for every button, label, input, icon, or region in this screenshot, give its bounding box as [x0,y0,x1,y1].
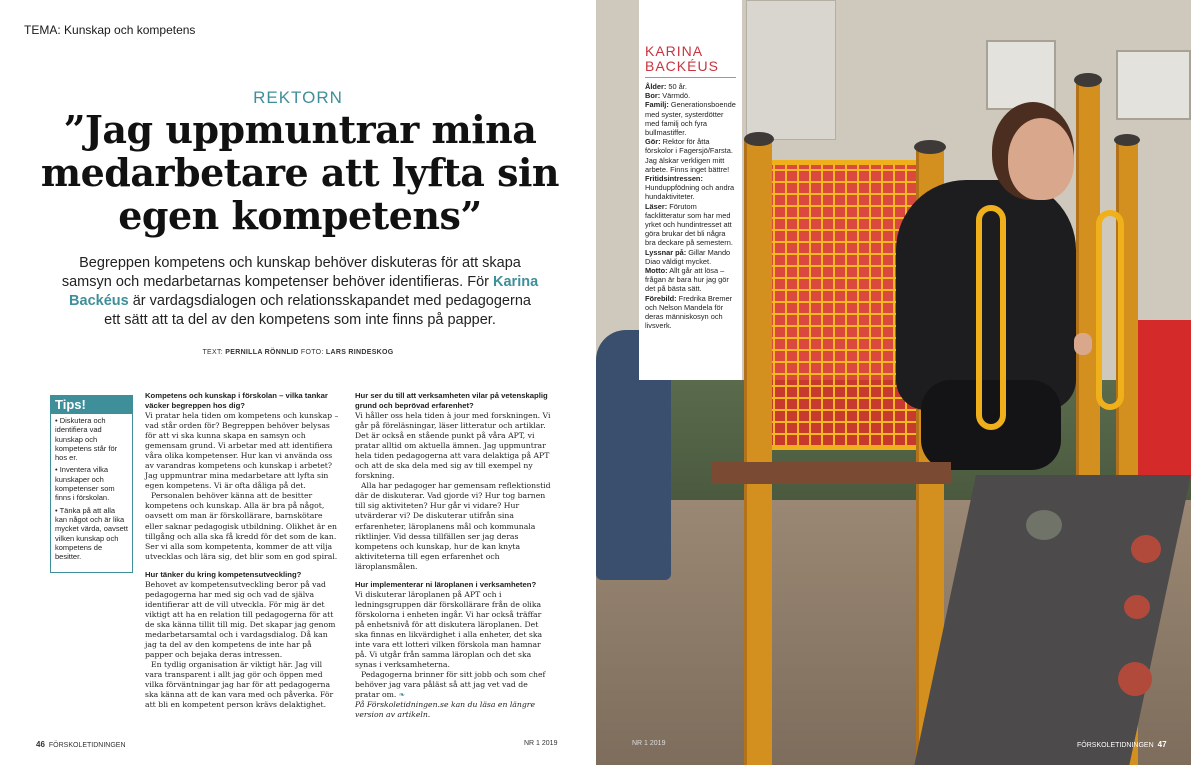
tips-list [51,414,132,566]
tips-title: Tips! [51,396,132,414]
paragraph-text: Pedagogerna brinner för sitt jobb och som chef behöver jag vara påläst så att jag vet vad de pratar om. [355,670,546,700]
article-column-1 [145,391,341,710]
fact-label: Lyssnar på: [645,247,687,257]
fact-label: Motto: [645,266,668,276]
fact-value: Hunduppfödning och andra hundaktiviteter. [645,183,735,202]
fact-entry [645,294,736,331]
ingress-text-1: Begreppen kompetens och kunskap behöver diskuteras för att skapa samsyn och medarbetarnas kompetenser behöver identifieras. För [61,255,521,290]
byline-photographer: LARS RINDESKOG [325,349,394,356]
paragraph: Vi diskuterar läroplanen på APT och i ledningsgruppen där förskollärare från de olika förskolorna i enheten ingår. Vi har också träffar på enhetsnivå för att diskutera läroplanen. Det ska finnas en likvärdighet i alla enheter, det ska inte vara ett lotteri vilken förskola man hamnar på. Vi utgår från samma läroplan och det ska synas i verksamheterna. [355,589,543,670]
photo-woman-hand [1074,333,1092,355]
folio-left [36,740,126,749]
fact-value: Gillar Mando Diao väldigt mycket. [645,247,731,266]
fact-label: Bor: [645,91,661,101]
end-mark-icon: ❧ [398,690,406,700]
fact-entry [645,137,736,174]
fact-entry [645,91,736,100]
page-number: 46 [36,740,45,749]
headline: ”Jag uppmuntrar mina medarbetare att lyfta sin egen kompetens” [40,107,560,238]
tips-box [50,395,133,573]
section-label [24,23,195,37]
tema-prefix: TEMA: [24,23,61,37]
fact-entry [645,174,736,202]
paragraph: En tydlig organisation är viktigt här. Jag vill vara transparent i allt jag gör och öppen med vilka förväntningar jag har för att pedagogerna ska känna att de kan vara med och påverka. För att bli en kompetent person krävs delaktighet. [145,660,334,710]
photo-climbing-hold [1124,595,1150,619]
photo-post [744,140,772,765]
article-column-2 [355,391,551,720]
photo-climbing-hold [1026,510,1062,540]
folio-issue: NR 1 2019 [524,740,558,747]
paragraph: Vi pratar hela tiden om kompetens och kunskap – vad står orden för? Begreppen behöver belysas för att vi ska kunna skapa en samsyn och gemensam grund. Vi arbetar med att identifiera våra olika kompetenser. Hur kan vi använda oss av varandras kompetens och kunskap i arbetet? Jag uppmuntrar mina medarbetare att lyfta sin egen kompetens. Vi är ofta dåliga på det. [145,411,339,491]
photo-post-cap [744,132,774,146]
name-line: BACKÉUS [645,58,719,74]
photo-post-cap [914,140,946,154]
ingress [60,254,540,330]
kicker: REKTORN [253,88,343,107]
photo-handle [976,205,1006,430]
fact-label: Gör: [645,137,661,147]
photo-post-cap [1114,134,1140,146]
photo-deck [711,462,951,484]
fact-value: 50 år. [666,82,687,91]
magazine-name: FÖRSKOLETIDNINGEN [1077,742,1154,749]
fact-label: Läser: [645,201,668,211]
question: Hur ser du till att verksamheten vilar på vetenskaplig grund och beprövad erfarenhet? [355,391,548,410]
photo-woman-head [1008,118,1074,200]
question: Kompetens och kunskap i förskolan – vilka tankar väcker begreppen hos dig? [145,391,328,410]
fact-entry [645,100,736,137]
magazine-name: FÖRSKOLETIDNINGEN [48,742,126,749]
fact-value: Fredrika Bremer och Nelson Mandela för deras människosyn och livsverk. [645,293,733,331]
name-line: KARINA [645,43,704,59]
photo-red-panel [1136,320,1191,480]
fact-value: Generationsboende med syster, systerdötter med familj och fyra bullmastiffer. [645,100,736,138]
byline [0,349,596,356]
fact-value: Förutom facklitteratur som har med yrket och hundintresset att göra brukar det bli några bra deckare på semestern. [645,201,733,248]
web-reference: På Förskoletidningen.se kan du läsa en längre version av artikeln. [355,700,535,720]
photo-window [1116,50,1191,120]
ingress-text-2: är vardagsdialogen och relationsskapandet med pedagogerna ett sätt att ta del av den kompetens som inte finns på papper. [104,293,531,328]
fact-box-name [645,44,736,78]
photo-climbing-hold [1118,662,1152,696]
paragraph: Vi håller oss hela tiden à jour med forskningen. Vi går på föreläsningar, läser litteratur och artiklar. Det är också en stående punkt på våra APT, vi pratar alltid om aktuella ämnen. Jag uppmuntrar hela tiden pedagogerna att vara delaktiga på APT och att de ska dela med sig av till exempel ny forskning. [355,411,551,481]
fact-label: Ålder: [645,82,667,91]
paragraph: Personalen behöver känna att de besitter kompetens och kunskap. Alla är bra på något, oavsett om man är förskollärare, barnskötare eller saknar pedagogisk utbildning. Olikhet är en tillgång och alla ska få kredd för det som de kan. Ser vi alla som kompetenta, kommer de att vilja utvecklas och lära sig, det blir som en god spiral. [145,491,338,561]
fact-label: Familj: [645,100,669,110]
photo-handle [1096,210,1124,410]
photo-window [986,40,1056,110]
paragraph: Behovet av kompetensutveckling beror på vad pedagogerna har med sig och vad de själva identifierar att de vill utveckla. För mig är det viktigt att ha en relation till pedagogerna för att de ska känna tillit till mig. Det skapar jag genom medarbetarsamtal och i vardagsdialog. Då kan jag ta del av den kompetens de inte har på papper och bejaka deras intressen. [145,579,336,660]
fact-box [639,0,742,380]
tips-item: • Inventera vilka kunskaper och kompetenser som finns i förskolan. [55,465,115,503]
fact-value: Rektor för åtta förskolor i Fagersjö/Farsta. Jag älskar verkligen mitt arbete. Finns inget bättre! [645,137,733,174]
byline-text-label: TEXT: [202,349,224,356]
fact-value: Värmdö. [660,91,691,101]
fact-entry [645,82,736,91]
fact-entry [645,202,736,248]
photo-climbing-hold [1131,535,1161,563]
ingress-name: Karina Backéus [69,274,539,309]
question: Hur implementerar ni läroplanen i verksamheten? [355,579,537,589]
photo-post-cap [1074,73,1102,87]
fact-entry [645,248,736,266]
folio-right [1077,740,1167,749]
paragraph [355,670,551,700]
question: Hur tänker du kring kompetensutveckling? [145,569,302,579]
fact-label: Fritidsintressen: [645,174,703,184]
tips-item: • Tänka på att alla kan något och är lika mycket värda, oavsett vilken kunskap och kompetens de besitter. [55,505,128,562]
tema-title: Kunskap och kompetens [64,23,196,37]
photo-door [746,0,836,140]
fact-entry [645,266,736,294]
page-number: 47 [1157,740,1167,749]
byline-author: PERNILLA RÖNNLID [225,349,299,356]
folio-issue-right: NR 1 2019 [632,740,666,747]
paragraph: Alla har pedagoger har gemensam reflektionstid där de diskuterar. Vad gjorde vi? Hur tog barnen till sig aktiviteten? Hur går vi vidare? Hur utvärderar vi? De diskuterar utifrån sina erfarenheter, läroplanens mål och kommunala riktlinjer. Vid dessa tillfällen ser jag deras kompetens och kunskap, hur de kan knyta aktiviteterna till egen erfarenhet och läroplansmålen. [355,481,551,571]
byline-photo-label: FOTO: [300,349,324,356]
tips-item: • Diskutera och identifiera vad kunskap och kompetens står för hos er. [55,416,118,463]
fact-value: Allt går att lösa – frågan är bara hur jag gör det på bästa sätt. [645,266,729,294]
fact-label: Förebild: [645,293,677,303]
